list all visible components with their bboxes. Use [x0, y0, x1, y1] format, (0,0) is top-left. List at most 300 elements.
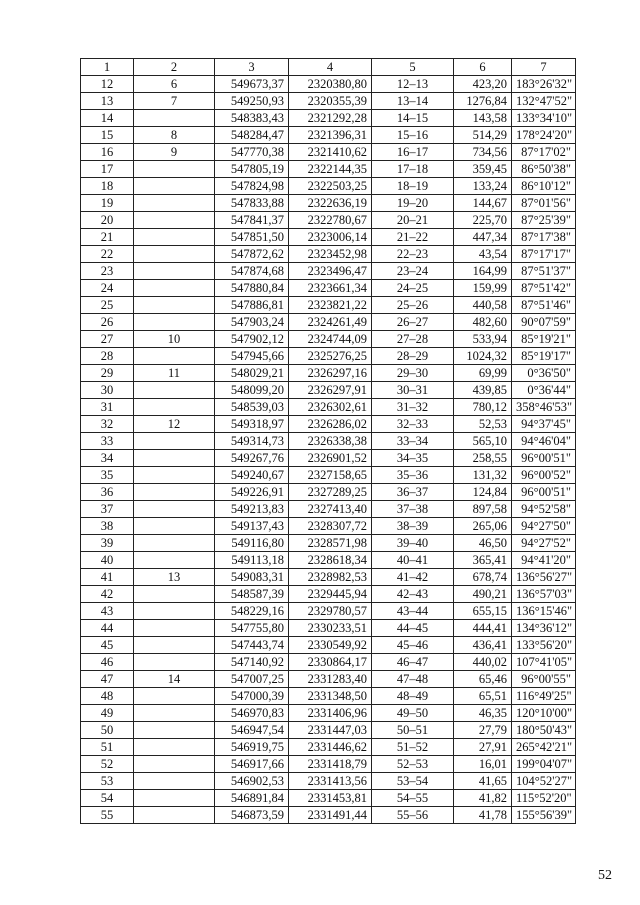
cell-length: 423,20: [454, 76, 512, 93]
cell-y-coordinate: 2323452,98: [289, 246, 372, 263]
table-row: [81, 161, 576, 178]
cell-segment: 15–16: [372, 127, 454, 144]
cell-segment: 50–51: [372, 722, 454, 739]
cell-direction-angle: 155°56'39": [512, 807, 576, 824]
table-row: [81, 620, 576, 637]
cell-point-number: 32: [81, 416, 134, 433]
cell-turn-point: [134, 807, 215, 824]
cell-direction-angle: 94°52'58": [512, 501, 576, 518]
cell-segment: 19–20: [372, 195, 454, 212]
cell-point-number: 54: [81, 790, 134, 807]
cell-x-coordinate: 548229,16: [215, 603, 289, 620]
cell-point-number: 29: [81, 365, 134, 382]
cell-turn-point: [134, 501, 215, 518]
cell-x-coordinate: 549267,76: [215, 450, 289, 467]
column-header: 3: [215, 59, 289, 76]
cell-turn-point: 9: [134, 144, 215, 161]
cell-length: 780,12: [454, 399, 512, 416]
cell-x-coordinate: 549083,31: [215, 569, 289, 586]
cell-x-coordinate: 547007,25: [215, 671, 289, 688]
cell-y-coordinate: 2325276,25: [289, 348, 372, 365]
cell-x-coordinate: 547833,88: [215, 195, 289, 212]
cell-direction-angle: 136°57'03": [512, 586, 576, 603]
cell-length: 565,10: [454, 433, 512, 450]
cell-turn-point: [134, 535, 215, 552]
cell-direction-angle: 96°00'51": [512, 450, 576, 467]
cell-x-coordinate: 547770,38: [215, 144, 289, 161]
cell-point-number: 37: [81, 501, 134, 518]
cell-x-coordinate: 546947,54: [215, 722, 289, 739]
cell-y-coordinate: 2328982,53: [289, 569, 372, 586]
cell-length: 897,58: [454, 501, 512, 518]
cell-point-number: 21: [81, 229, 134, 246]
cell-segment: 43–44: [372, 603, 454, 620]
cell-segment: 48–49: [372, 688, 454, 705]
cell-x-coordinate: 546970,83: [215, 705, 289, 722]
table-row: [81, 297, 576, 314]
cell-direction-angle: 134°36'12": [512, 620, 576, 637]
cell-segment: 55–56: [372, 807, 454, 824]
cell-point-number: 23: [81, 263, 134, 280]
cell-turn-point: [134, 195, 215, 212]
cell-segment: 47–48: [372, 671, 454, 688]
table-row: [81, 671, 576, 688]
table-row: [81, 314, 576, 331]
cell-point-number: 28: [81, 348, 134, 365]
cell-segment: 26–27: [372, 314, 454, 331]
cell-segment: 22–23: [372, 246, 454, 263]
cell-length: 655,15: [454, 603, 512, 620]
table-row: [81, 450, 576, 467]
cell-segment: 25–26: [372, 297, 454, 314]
cell-direction-angle: 199°04'07": [512, 756, 576, 773]
table-row: [81, 569, 576, 586]
table-row: [81, 501, 576, 518]
cell-length: 440,02: [454, 654, 512, 671]
table-row: [81, 756, 576, 773]
cell-y-coordinate: 2326901,52: [289, 450, 372, 467]
cell-direction-angle: 87°17'02": [512, 144, 576, 161]
cell-length: 444,41: [454, 620, 512, 637]
cell-y-coordinate: 2322144,35: [289, 161, 372, 178]
cell-turn-point: [134, 552, 215, 569]
cell-length: 69,99: [454, 365, 512, 382]
table-row: [81, 127, 576, 144]
cell-direction-angle: 107°41'05": [512, 654, 576, 671]
cell-direction-angle: 104°52'27": [512, 773, 576, 790]
cell-length: 46,35: [454, 705, 512, 722]
cell-length: 41,65: [454, 773, 512, 790]
cell-point-number: 41: [81, 569, 134, 586]
cell-x-coordinate: 547824,98: [215, 178, 289, 195]
cell-direction-angle: 133°56'20": [512, 637, 576, 654]
table-row: [81, 76, 576, 93]
table-row: [81, 688, 576, 705]
cell-length: 65,46: [454, 671, 512, 688]
cell-length: 440,58: [454, 297, 512, 314]
column-header: 5: [372, 59, 454, 76]
cell-point-number: 19: [81, 195, 134, 212]
cell-segment: 12–13: [372, 76, 454, 93]
table-header-row: [81, 59, 576, 76]
cell-x-coordinate: 547886,81: [215, 297, 289, 314]
cell-turn-point: [134, 705, 215, 722]
cell-length: 1276,84: [454, 93, 512, 110]
cell-turn-point: [134, 314, 215, 331]
table-row: [81, 212, 576, 229]
table-row: [81, 110, 576, 127]
cell-y-coordinate: 2329780,57: [289, 603, 372, 620]
cell-y-coordinate: 2331283,40: [289, 671, 372, 688]
table-row: [81, 263, 576, 280]
cell-y-coordinate: 2326338,38: [289, 433, 372, 450]
cell-segment: 51–52: [372, 739, 454, 756]
cell-y-coordinate: 2321292,28: [289, 110, 372, 127]
cell-y-coordinate: 2323821,22: [289, 297, 372, 314]
table-row: [81, 144, 576, 161]
cell-turn-point: [134, 688, 215, 705]
cell-length: 482,60: [454, 314, 512, 331]
cell-y-coordinate: 2322780,67: [289, 212, 372, 229]
cell-point-number: 16: [81, 144, 134, 161]
cell-y-coordinate: 2320380,80: [289, 76, 372, 93]
table-row: [81, 552, 576, 569]
cell-turn-point: [134, 161, 215, 178]
cell-turn-point: [134, 722, 215, 739]
cell-segment: 28–29: [372, 348, 454, 365]
cell-turn-point: [134, 280, 215, 297]
table-row: [81, 93, 576, 110]
coordinates-table: [80, 58, 576, 824]
cell-segment: 17–18: [372, 161, 454, 178]
cell-point-number: 25: [81, 297, 134, 314]
cell-length: 533,94: [454, 331, 512, 348]
cell-x-coordinate: 548587,39: [215, 586, 289, 603]
cell-y-coordinate: 2331491,44: [289, 807, 372, 824]
cell-turn-point: [134, 433, 215, 450]
table-row: [81, 807, 576, 824]
cell-length: 734,56: [454, 144, 512, 161]
cell-direction-angle: 87°51'42": [512, 280, 576, 297]
cell-length: 225,70: [454, 212, 512, 229]
cell-point-number: 18: [81, 178, 134, 195]
cell-segment: 54–55: [372, 790, 454, 807]
cell-length: 365,41: [454, 552, 512, 569]
cell-point-number: 51: [81, 739, 134, 756]
cell-segment: 16–17: [372, 144, 454, 161]
cell-segment: 38–39: [372, 518, 454, 535]
cell-x-coordinate: 547805,19: [215, 161, 289, 178]
cell-turn-point: 14: [134, 671, 215, 688]
cell-point-number: 30: [81, 382, 134, 399]
cell-y-coordinate: 2327413,40: [289, 501, 372, 518]
cell-turn-point: [134, 603, 215, 620]
cell-point-number: 47: [81, 671, 134, 688]
cell-x-coordinate: 549673,37: [215, 76, 289, 93]
cell-x-coordinate: 549318,97: [215, 416, 289, 433]
cell-y-coordinate: 2328307,72: [289, 518, 372, 535]
cell-point-number: 50: [81, 722, 134, 739]
cell-point-number: 20: [81, 212, 134, 229]
cell-length: 65,51: [454, 688, 512, 705]
table-row: [81, 790, 576, 807]
cell-length: 124,84: [454, 484, 512, 501]
table-row: [81, 484, 576, 501]
cell-turn-point: [134, 620, 215, 637]
cell-direction-angle: 96°00'55": [512, 671, 576, 688]
cell-y-coordinate: 2327158,65: [289, 467, 372, 484]
cell-point-number: 48: [81, 688, 134, 705]
cell-direction-angle: 87°01'56": [512, 195, 576, 212]
cell-x-coordinate: 546873,59: [215, 807, 289, 824]
cell-x-coordinate: 549250,93: [215, 93, 289, 110]
cell-turn-point: [134, 246, 215, 263]
cell-x-coordinate: 546917,66: [215, 756, 289, 773]
cell-length: 27,79: [454, 722, 512, 739]
cell-turn-point: 11: [134, 365, 215, 382]
cell-y-coordinate: 2328618,34: [289, 552, 372, 569]
cell-length: 164,99: [454, 263, 512, 280]
cell-length: 41,82: [454, 790, 512, 807]
cell-direction-angle: 183°26'32": [512, 76, 576, 93]
cell-turn-point: [134, 382, 215, 399]
cell-segment: 42–43: [372, 586, 454, 603]
cell-direction-angle: 120°10'00": [512, 705, 576, 722]
cell-length: 144,67: [454, 195, 512, 212]
cell-length: 16,01: [454, 756, 512, 773]
cell-direction-angle: 85°19'21": [512, 331, 576, 348]
cell-point-number: 46: [81, 654, 134, 671]
cell-direction-angle: 86°50'38": [512, 161, 576, 178]
cell-turn-point: [134, 399, 215, 416]
cell-point-number: 42: [81, 586, 134, 603]
cell-point-number: 40: [81, 552, 134, 569]
cell-y-coordinate: 2330233,51: [289, 620, 372, 637]
cell-y-coordinate: 2329445,94: [289, 586, 372, 603]
cell-turn-point: [134, 790, 215, 807]
cell-point-number: 36: [81, 484, 134, 501]
table-row: [81, 365, 576, 382]
table-row: [81, 195, 576, 212]
cell-direction-angle: 132°47'52": [512, 93, 576, 110]
table-row: [81, 399, 576, 416]
cell-segment: 39–40: [372, 535, 454, 552]
cell-segment: 34–35: [372, 450, 454, 467]
table-row: [81, 637, 576, 654]
cell-segment: 53–54: [372, 773, 454, 790]
cell-y-coordinate: 2331446,62: [289, 739, 372, 756]
table-row: [81, 246, 576, 263]
cell-turn-point: 13: [134, 569, 215, 586]
cell-point-number: 22: [81, 246, 134, 263]
cell-length: 43,54: [454, 246, 512, 263]
cell-direction-angle: 87°17'38": [512, 229, 576, 246]
cell-y-coordinate: 2323006,14: [289, 229, 372, 246]
cell-length: 514,29: [454, 127, 512, 144]
cell-segment: 33–34: [372, 433, 454, 450]
cell-segment: 23–24: [372, 263, 454, 280]
cell-length: 1024,32: [454, 348, 512, 365]
cell-point-number: 49: [81, 705, 134, 722]
cell-direction-angle: 180°50'43": [512, 722, 576, 739]
cell-length: 41,78: [454, 807, 512, 824]
cell-x-coordinate: 547903,24: [215, 314, 289, 331]
cell-point-number: 31: [81, 399, 134, 416]
cell-point-number: 38: [81, 518, 134, 535]
cell-length: 133,24: [454, 178, 512, 195]
cell-point-number: 17: [81, 161, 134, 178]
cell-x-coordinate: 549213,83: [215, 501, 289, 518]
cell-x-coordinate: 546919,75: [215, 739, 289, 756]
cell-length: 447,34: [454, 229, 512, 246]
cell-turn-point: [134, 212, 215, 229]
column-header: 6: [454, 59, 512, 76]
cell-x-coordinate: 548029,21: [215, 365, 289, 382]
cell-y-coordinate: 2326286,02: [289, 416, 372, 433]
cell-direction-angle: 94°27'52": [512, 535, 576, 552]
cell-direction-angle: 86°10'12": [512, 178, 576, 195]
cell-x-coordinate: 546902,53: [215, 773, 289, 790]
cell-point-number: 12: [81, 76, 134, 93]
cell-turn-point: 6: [134, 76, 215, 93]
cell-point-number: 55: [81, 807, 134, 824]
cell-x-coordinate: 549240,67: [215, 467, 289, 484]
cell-turn-point: 7: [134, 93, 215, 110]
cell-y-coordinate: 2322503,25: [289, 178, 372, 195]
cell-y-coordinate: 2331348,50: [289, 688, 372, 705]
cell-y-coordinate: 2331418,79: [289, 756, 372, 773]
cell-turn-point: [134, 110, 215, 127]
cell-y-coordinate: 2322636,19: [289, 195, 372, 212]
cell-turn-point: [134, 756, 215, 773]
cell-direction-angle: 136°56'27": [512, 569, 576, 586]
cell-segment: 32–33: [372, 416, 454, 433]
cell-x-coordinate: 549314,73: [215, 433, 289, 450]
cell-segment: 20–21: [372, 212, 454, 229]
cell-x-coordinate: 549226,91: [215, 484, 289, 501]
cell-direction-angle: 87°17'17": [512, 246, 576, 263]
cell-turn-point: [134, 178, 215, 195]
cell-point-number: 26: [81, 314, 134, 331]
cell-x-coordinate: 547902,12: [215, 331, 289, 348]
cell-length: 143,58: [454, 110, 512, 127]
cell-direction-angle: 94°46'04": [512, 433, 576, 450]
table-row: [81, 603, 576, 620]
cell-point-number: 43: [81, 603, 134, 620]
cell-x-coordinate: 547874,68: [215, 263, 289, 280]
cell-segment: 44–45: [372, 620, 454, 637]
cell-length: 258,55: [454, 450, 512, 467]
cell-y-coordinate: 2323496,47: [289, 263, 372, 280]
cell-x-coordinate: 548284,47: [215, 127, 289, 144]
cell-length: 439,85: [454, 382, 512, 399]
cell-y-coordinate: 2324744,09: [289, 331, 372, 348]
table-row: [81, 739, 576, 756]
cell-direction-angle: 358°46'53": [512, 399, 576, 416]
cell-segment: 30–31: [372, 382, 454, 399]
cell-segment: 37–38: [372, 501, 454, 518]
cell-segment: 31–32: [372, 399, 454, 416]
cell-segment: 29–30: [372, 365, 454, 382]
cell-x-coordinate: 548383,43: [215, 110, 289, 127]
cell-y-coordinate: 2330549,92: [289, 637, 372, 654]
column-header: 1: [81, 59, 134, 76]
cell-y-coordinate: 2321396,31: [289, 127, 372, 144]
cell-x-coordinate: 547000,39: [215, 688, 289, 705]
cell-y-coordinate: 2328571,98: [289, 535, 372, 552]
cell-segment: 52–53: [372, 756, 454, 773]
cell-x-coordinate: 547140,92: [215, 654, 289, 671]
cell-direction-angle: 87°51'46": [512, 297, 576, 314]
cell-point-number: 13: [81, 93, 134, 110]
table-row: [81, 467, 576, 484]
cell-length: 159,99: [454, 280, 512, 297]
cell-segment: 24–25: [372, 280, 454, 297]
cell-direction-angle: 115°52'20": [512, 790, 576, 807]
cell-segment: 13–14: [372, 93, 454, 110]
cell-x-coordinate: 547880,84: [215, 280, 289, 297]
cell-x-coordinate: 549116,80: [215, 535, 289, 552]
cell-y-coordinate: 2321410,62: [289, 144, 372, 161]
column-header: 7: [512, 59, 576, 76]
cell-x-coordinate: 548099,20: [215, 382, 289, 399]
cell-x-coordinate: 546891,84: [215, 790, 289, 807]
cell-y-coordinate: 2331406,96: [289, 705, 372, 722]
cell-length: 27,91: [454, 739, 512, 756]
cell-segment: 36–37: [372, 484, 454, 501]
table-row: [81, 382, 576, 399]
cell-direction-angle: 87°51'37": [512, 263, 576, 280]
cell-turn-point: [134, 586, 215, 603]
cell-y-coordinate: 2331447,03: [289, 722, 372, 739]
cell-segment: 46–47: [372, 654, 454, 671]
column-header: 2: [134, 59, 215, 76]
cell-x-coordinate: 547851,50: [215, 229, 289, 246]
cell-y-coordinate: 2326297,91: [289, 382, 372, 399]
cell-direction-angle: 133°34'10": [512, 110, 576, 127]
cell-point-number: 35: [81, 467, 134, 484]
column-header: 4: [289, 59, 372, 76]
cell-segment: 14–15: [372, 110, 454, 127]
cell-direction-angle: 96°00'52": [512, 467, 576, 484]
cell-direction-angle: 87°25'39": [512, 212, 576, 229]
cell-point-number: 53: [81, 773, 134, 790]
table-row: [81, 535, 576, 552]
cell-segment: 49–50: [372, 705, 454, 722]
table-row: [81, 433, 576, 450]
cell-direction-angle: 178°24'20": [512, 127, 576, 144]
cell-x-coordinate: 549137,43: [215, 518, 289, 535]
cell-direction-angle: 265°42'21": [512, 739, 576, 756]
cell-direction-angle: 90°07'59": [512, 314, 576, 331]
cell-direction-angle: 94°27'50": [512, 518, 576, 535]
cell-segment: 27–28: [372, 331, 454, 348]
cell-x-coordinate: 548539,03: [215, 399, 289, 416]
cell-turn-point: [134, 773, 215, 790]
cell-point-number: 39: [81, 535, 134, 552]
cell-length: 359,45: [454, 161, 512, 178]
table-row: [81, 229, 576, 246]
cell-y-coordinate: 2326297,16: [289, 365, 372, 382]
cell-direction-angle: 136°15'46": [512, 603, 576, 620]
table-row: [81, 586, 576, 603]
cell-point-number: 15: [81, 127, 134, 144]
cell-point-number: 44: [81, 620, 134, 637]
table-row: [81, 348, 576, 365]
cell-segment: 40–41: [372, 552, 454, 569]
cell-segment: 35–36: [372, 467, 454, 484]
cell-turn-point: 8: [134, 127, 215, 144]
